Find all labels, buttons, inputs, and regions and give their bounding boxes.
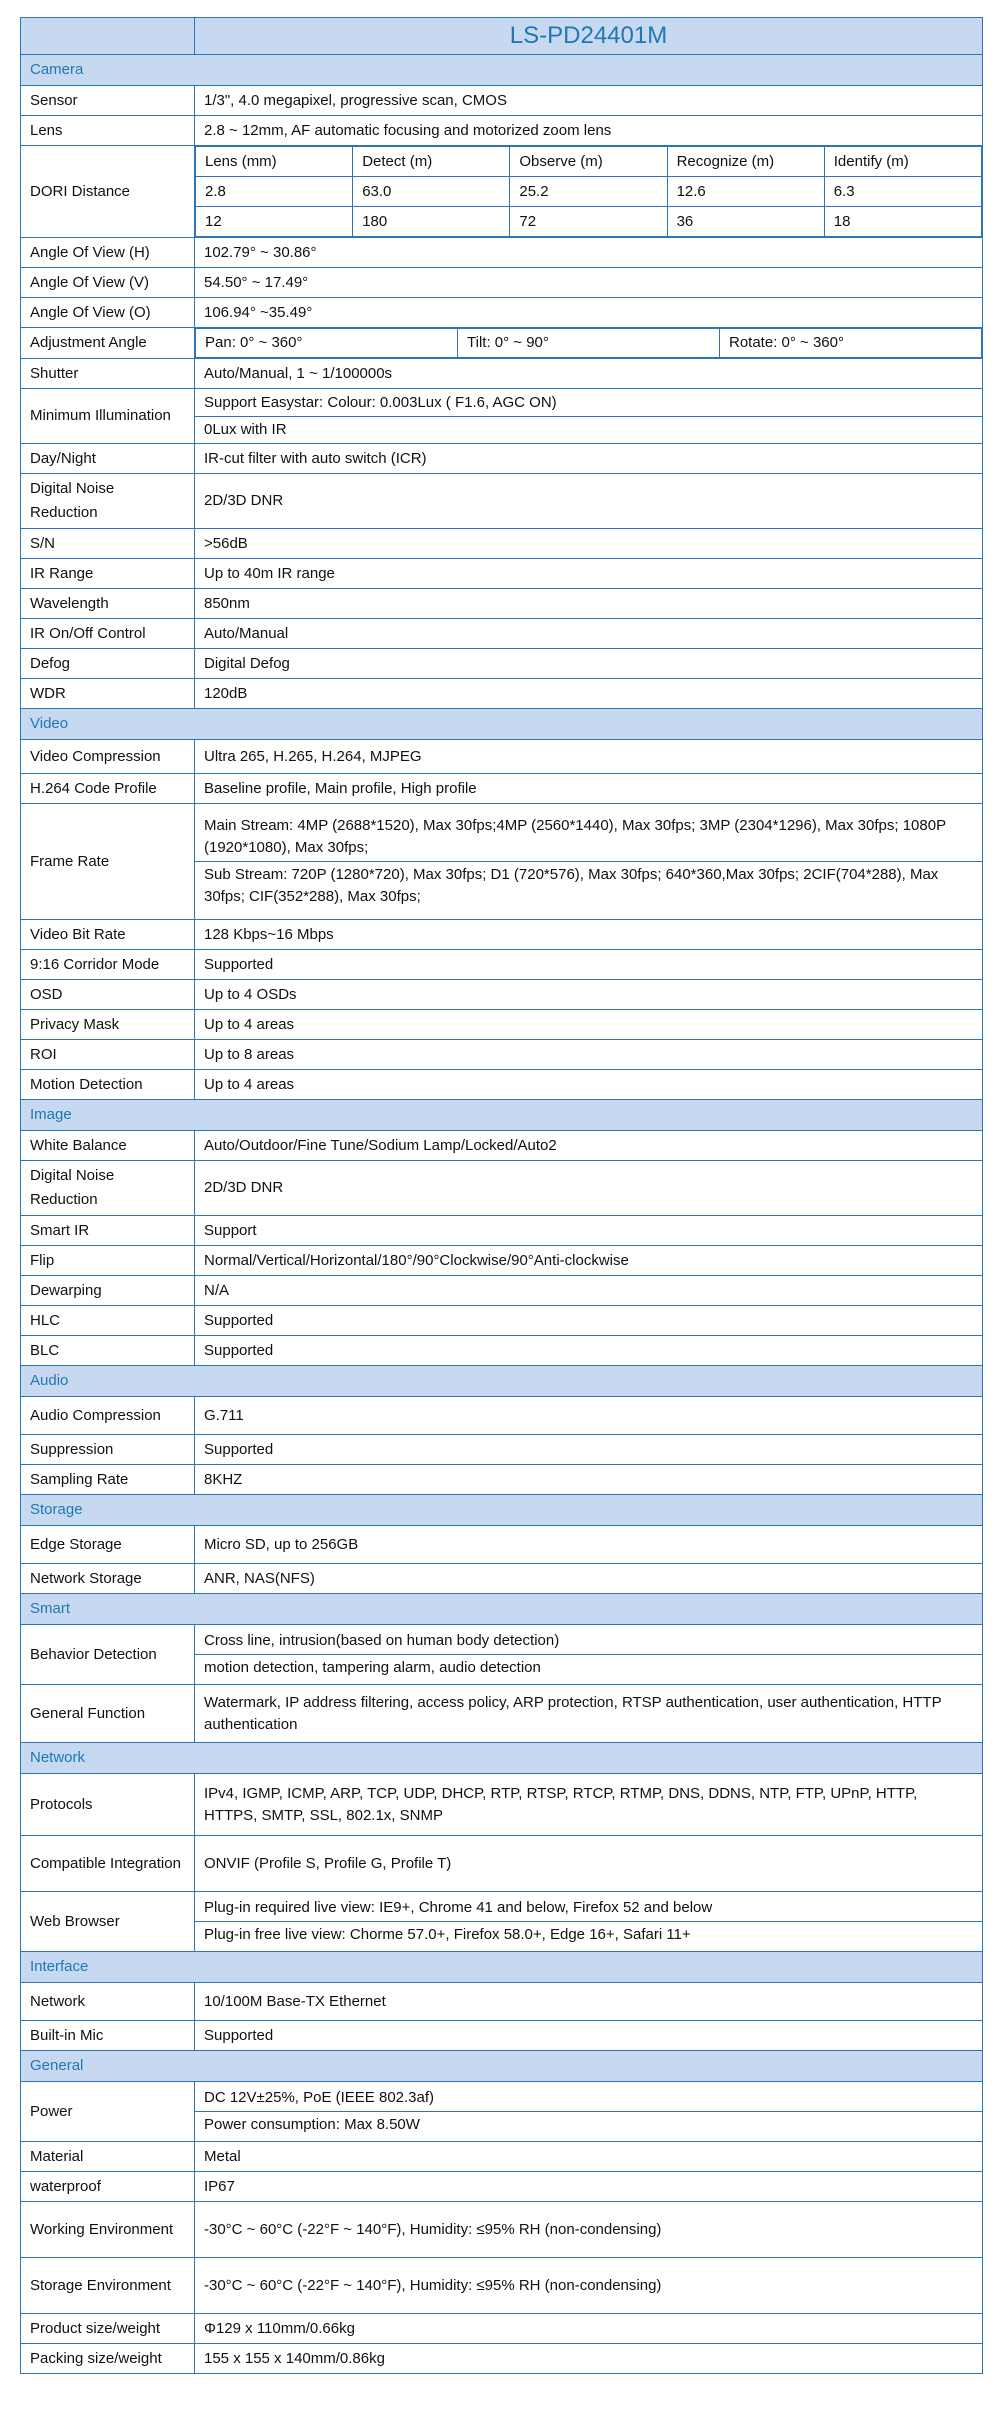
section-heading: Interface <box>21 1952 983 1983</box>
spec-row-hlc <box>21 1306 983 1336</box>
spec-value <box>195 559 983 589</box>
section-heading: Video <box>21 709 983 740</box>
spec-value <box>195 2258 983 2314</box>
spec-value <box>195 1774 983 1836</box>
spec-value-line: 2D/3D DNR <box>204 1179 284 1196</box>
section-heading: Network <box>21 1743 983 1774</box>
spec-label: Angle Of View (H) <box>21 238 195 268</box>
spec-value <box>195 86 983 116</box>
spec-value <box>195 474 983 529</box>
spec-row-9-16-corridor-mode <box>21 950 983 980</box>
spec-row-product-size-weight <box>21 2314 983 2344</box>
spec-row-white-balance <box>21 1131 983 1161</box>
spec-label: S/N <box>21 529 195 559</box>
spec-value-line: 128 Kbps~16 Mbps <box>204 925 334 943</box>
spec-label: Digital Noise Reduction <box>21 1161 195 1216</box>
spec-value <box>195 1276 983 1306</box>
spec-value-line: Up to 40m IR range <box>204 564 335 582</box>
spec-value <box>195 1465 983 1495</box>
spec-value <box>195 2344 983 2374</box>
spec-grid-row <box>196 147 982 177</box>
spec-value <box>195 1131 983 1161</box>
spec-value <box>195 2082 983 2142</box>
spec-value <box>195 389 983 444</box>
spec-grid-row <box>196 207 982 237</box>
spec-label: Angle Of View (O) <box>21 298 195 328</box>
spec-label: Defog <box>21 649 195 679</box>
spec-grid-cell: 72 <box>510 207 667 237</box>
section-row-video <box>21 709 983 740</box>
spec-row-angle-of-view-h <box>21 238 983 268</box>
spec-value <box>195 950 983 980</box>
spec-row-h-264-code-profile <box>21 774 983 804</box>
spec-label: Lens <box>21 116 195 146</box>
spec-value-line: 1/3", 4.0 megapixel, progressive scan, CMOS <box>204 91 507 109</box>
spec-value <box>195 740 983 774</box>
spec-value-line: ANR, NAS(NFS) <box>204 1569 315 1587</box>
spec-label: Protocols <box>21 1774 195 1836</box>
spec-value <box>195 1161 983 1216</box>
section-heading: Image <box>21 1100 983 1131</box>
model-title: LS-PD24401M <box>195 18 983 55</box>
spec-value-line: G.711 <box>204 1406 244 1424</box>
spec-value <box>195 2202 983 2258</box>
spec-label: H.264 Code Profile <box>21 774 195 804</box>
spec-value <box>195 1397 983 1435</box>
spec-label: WDR <box>21 679 195 709</box>
spec-value-line: Micro SD, up to 256GB <box>204 1535 359 1553</box>
spec-value <box>195 2142 983 2172</box>
spec-row-blc <box>21 1336 983 1366</box>
spec-value-line: Support <box>204 1221 257 1239</box>
section-row-audio <box>21 1366 983 1397</box>
spec-value-line: Plug-in free live view: Chorme 57.0+, Firefox 58.0+, Edge 16+, Safari 11+ <box>195 1921 982 1948</box>
spec-value-line: 54.50° ~ 17.49° <box>204 273 309 291</box>
spec-label: Network <box>21 1983 195 2021</box>
spec-value <box>195 1564 983 1594</box>
spec-value <box>195 529 983 559</box>
spec-value-line: Cross line, intrusion(based on human body detection) <box>204 1632 560 1649</box>
spec-value-line: Support Easystar: Colour: 0.003Lux ( F1.6, AGC ON) <box>204 393 557 411</box>
section-row-image <box>21 1100 983 1131</box>
spec-row-compatible-integration <box>21 1836 983 1892</box>
spec-value-line: 8KHZ <box>204 1470 243 1488</box>
spec-row-dewarping <box>21 1276 983 1306</box>
spec-value-line: IP67 <box>204 2177 235 2195</box>
spec-value-line: DC 12V±25%, PoE (IEEE 802.3af) <box>204 2089 435 2106</box>
section-row-interface <box>21 1952 983 1983</box>
spec-value-line: IPv4, IGMP, ICMP, ARP, TCP, UDP, DHCP, RTP, RTSP, RTCP, RTMP, DNS, DDNS, NTP, FTP, UPnP, HTTP, HTTPS, SMTP, SSL, 802.1x, SNMP <box>204 1784 918 1824</box>
spec-value-line: 850nm <box>204 594 250 612</box>
spec-label: Video Bit Rate <box>21 920 195 950</box>
spec-row-ir-range <box>21 559 983 589</box>
section-heading: General <box>21 2051 983 2082</box>
spec-row-adjustment-angle <box>21 328 983 359</box>
spec-row-web-browser <box>21 1892 983 1952</box>
spec-row-network-storage <box>21 1564 983 1594</box>
spec-value-line: Main Stream: 4MP (2688*1520), Max 30fps;4MP (2560*1440), Max 30fps; 3MP (2304*1296), Max 30fps; 1080P (1920*1080), Max 30fps; <box>204 817 946 856</box>
spec-value-line: >56dB <box>204 534 248 552</box>
spec-label: Suppression <box>21 1435 195 1465</box>
spec-value-line: -30°C ~ 60°C (-22°F ~ 140°F), Humidity: ≤95% RH (non-condensing) <box>204 2220 662 2238</box>
spec-label: Smart IR <box>21 1216 195 1246</box>
spec-row-digital-noise-reduction <box>21 474 983 529</box>
spec-label: Frame Rate <box>21 804 195 920</box>
spec-row-ir-on-off-control <box>21 619 983 649</box>
spec-grid-cell: 36 <box>667 207 824 237</box>
spec-row-power <box>21 2082 983 2142</box>
spec-label: White Balance <box>21 1131 195 1161</box>
spec-grid-cell: Pan: 0° ~ 360° <box>196 329 458 358</box>
spec-row-video-bit-rate <box>21 920 983 950</box>
spec-label: BLC <box>21 1336 195 1366</box>
spec-label: Power <box>21 2082 195 2142</box>
spec-value <box>195 238 983 268</box>
spec-row-frame-rate <box>21 804 983 920</box>
section-heading: Camera <box>21 55 983 86</box>
spec-value-line: Auto/Manual, 1 ~ 1/100000s <box>204 364 393 382</box>
spec-row-s-n <box>21 529 983 559</box>
spec-value-line: 120dB <box>204 684 248 702</box>
spec-value <box>195 1336 983 1366</box>
spec-table <box>20 17 983 2374</box>
spec-row-angle-of-view-v <box>21 268 983 298</box>
spec-label: ROI <box>21 1040 195 1070</box>
spec-value-line: Up to 4 OSDs <box>204 985 297 1003</box>
spec-value <box>195 1070 983 1100</box>
spec-row-waterproof <box>21 2172 983 2202</box>
spec-row-privacy-mask <box>21 1010 983 1040</box>
spec-label: Sensor <box>21 86 195 116</box>
spec-label: Web Browser <box>21 1892 195 1952</box>
spec-row-working-environment <box>21 2202 983 2258</box>
spec-value-line: Power consumption: Max 8.50W <box>195 2111 982 2138</box>
spec-label: Wavelength <box>21 589 195 619</box>
spec-value <box>195 359 983 389</box>
spec-value <box>195 1983 983 2021</box>
spec-row-audio-compression <box>21 1397 983 1435</box>
spec-value-line: Up to 4 areas <box>204 1015 295 1033</box>
spec-label: Sampling Rate <box>21 1465 195 1495</box>
spec-row-lens <box>21 116 983 146</box>
section-row-smart <box>21 1594 983 1625</box>
spec-grid-cell: 12 <box>196 207 353 237</box>
title-row <box>21 18 983 55</box>
spec-value <box>195 1685 983 1743</box>
spec-label: Shutter <box>21 359 195 389</box>
spec-value-line: -30°C ~ 60°C (-22°F ~ 140°F), Humidity: ≤95% RH (non-condensing) <box>204 2276 662 2294</box>
spec-value-line: 155 x 155 x 140mm/0.86kg <box>204 2349 385 2367</box>
spec-label: General Function <box>21 1685 195 1743</box>
spec-label: HLC <box>21 1306 195 1336</box>
spec-value-line: Up to 4 areas <box>204 1075 295 1093</box>
spec-value-line: Plug-in required live view: IE9+, Chrome 41 and below, Firefox 52 and below <box>204 1899 713 1916</box>
spec-value-line: Auto/Manual <box>204 624 289 642</box>
spec-value-line: IR-cut filter with auto switch (ICR) <box>204 449 427 467</box>
spec-value-line: 106.94° ~35.49° <box>204 303 313 321</box>
spec-label: Built-in Mic <box>21 2021 195 2051</box>
spec-table-body <box>21 18 983 2374</box>
spec-row-general-function <box>21 1685 983 1743</box>
spec-label: OSD <box>21 980 195 1010</box>
spec-value <box>195 328 983 359</box>
spec-grid-cell: 6.3 <box>824 177 981 207</box>
spec-row-smart-ir <box>21 1216 983 1246</box>
spec-label: waterproof <box>21 2172 195 2202</box>
spec-value <box>195 804 983 920</box>
spec-value-line: Sub Stream: 720P (1280*720), Max 30fps; D1 (720*576), Max 30fps; 640*360,Max 30fps; 2CIF(704*288), Max 30fps; CIF(352*288), Max 30fps; <box>195 861 982 910</box>
spec-value <box>195 298 983 328</box>
spec-row-suppression <box>21 1435 983 1465</box>
spec-label: 9:16 Corridor Mode <box>21 950 195 980</box>
spec-row-wavelength <box>21 589 983 619</box>
spec-grid-cell: Lens (mm) <box>196 147 353 177</box>
title-spacer <box>21 18 195 55</box>
spec-row-protocols <box>21 1774 983 1836</box>
spec-grid-cell: 63.0 <box>353 177 510 207</box>
spec-value-line: Auto/Outdoor/Fine Tune/Sodium Lamp/Locked/Auto2 <box>204 1136 557 1154</box>
spec-grid <box>195 146 982 237</box>
spec-row-angle-of-view-o <box>21 298 983 328</box>
spec-value-line: Baseline profile, Main profile, High profile <box>204 779 477 797</box>
spec-row-storage-environment <box>21 2258 983 2314</box>
spec-row-packing-size-weight <box>21 2344 983 2374</box>
spec-row-sampling-rate <box>21 1465 983 1495</box>
spec-row-digital-noise-reduction <box>21 1161 983 1216</box>
spec-label: Video Compression <box>21 740 195 774</box>
spec-value <box>195 1435 983 1465</box>
spec-value-line: Supported <box>204 2026 274 2044</box>
spec-value <box>195 2172 983 2202</box>
spec-value-line: Up to 8 areas <box>204 1045 295 1063</box>
spec-label: Flip <box>21 1246 195 1276</box>
section-row-storage <box>21 1495 983 1526</box>
spec-row-motion-detection <box>21 1070 983 1100</box>
spec-value-line: motion detection, tampering alarm, audio detection <box>195 1654 982 1681</box>
spec-value <box>195 268 983 298</box>
spec-grid-cell: Tilt: 0° ~ 90° <box>458 329 720 358</box>
spec-row-minimum-illumination <box>21 389 983 444</box>
spec-row-roi <box>21 1040 983 1070</box>
section-heading: Audio <box>21 1366 983 1397</box>
spec-row-defog <box>21 649 983 679</box>
spec-row-dori-distance <box>21 146 983 238</box>
spec-grid-cell: Observe (m) <box>510 147 667 177</box>
spec-value <box>195 589 983 619</box>
spec-label: Digital Noise Reduction <box>21 474 195 529</box>
spec-row-flip <box>21 1246 983 1276</box>
section-row-camera <box>21 55 983 86</box>
spec-label: Storage Environment <box>21 2258 195 2314</box>
spec-value <box>195 980 983 1010</box>
spec-row-network <box>21 1983 983 2021</box>
spec-label: Working Environment <box>21 2202 195 2258</box>
spec-row-video-compression <box>21 740 983 774</box>
spec-value <box>195 1040 983 1070</box>
spec-label: Behavior Detection <box>21 1625 195 1685</box>
spec-row-osd <box>21 980 983 1010</box>
spec-value <box>195 1216 983 1246</box>
spec-label: Dewarping <box>21 1276 195 1306</box>
spec-value <box>195 649 983 679</box>
spec-label: Privacy Mask <box>21 1010 195 1040</box>
spec-value-line: Φ129 x 110mm/0.66kg <box>204 2319 355 2337</box>
spec-value <box>195 146 983 238</box>
spec-value <box>195 1892 983 1952</box>
spec-row-material <box>21 2142 983 2172</box>
spec-value-line: Metal <box>204 2147 241 2165</box>
spec-label: Edge Storage <box>21 1526 195 1564</box>
spec-row-shutter <box>21 359 983 389</box>
spec-label: Adjustment Angle <box>21 328 195 359</box>
spec-value <box>195 1306 983 1336</box>
spec-value-line: 102.79° ~ 30.86° <box>204 243 317 261</box>
spec-grid-cell: 25.2 <box>510 177 667 207</box>
spec-value <box>195 2021 983 2051</box>
spec-row-behavior-detection <box>21 1625 983 1685</box>
spec-label: Network Storage <box>21 1564 195 1594</box>
spec-value-line: Supported <box>204 1341 274 1359</box>
spec-grid-cell: 18 <box>824 207 981 237</box>
spec-label: Angle Of View (V) <box>21 268 195 298</box>
spec-value <box>195 679 983 709</box>
spec-value-line: Supported <box>204 1311 274 1329</box>
spec-row-edge-storage <box>21 1526 983 1564</box>
spec-grid-cell: 2.8 <box>196 177 353 207</box>
spec-value <box>195 1625 983 1685</box>
spec-label: Audio Compression <box>21 1397 195 1435</box>
spec-row-wdr <box>21 679 983 709</box>
spec-value <box>195 774 983 804</box>
spec-value-line: ONVIF (Profile S, Profile G, Profile T) <box>204 1854 452 1872</box>
spec-grid-cell: Recognize (m) <box>667 147 824 177</box>
spec-value <box>195 1526 983 1564</box>
spec-grid-row <box>196 329 982 358</box>
spec-label: Compatible Integration <box>21 1836 195 1892</box>
spec-row-day-night <box>21 444 983 474</box>
spec-value <box>195 920 983 950</box>
spec-value-line: Supported <box>204 1440 274 1458</box>
spec-value-line: 0Lux with IR <box>195 416 982 443</box>
spec-label: IR On/Off Control <box>21 619 195 649</box>
spec-label: Product size/weight <box>21 2314 195 2344</box>
spec-grid-cell: 12.6 <box>667 177 824 207</box>
spec-value-line: 2D/3D DNR <box>204 492 284 509</box>
spec-label: DORI Distance <box>21 146 195 238</box>
spec-value-line: Watermark, IP address filtering, access policy, ARP protection, RTSP authentication, user authentication, HTTP authentication <box>204 1693 942 1733</box>
spec-row-built-in-mic <box>21 2021 983 2051</box>
spec-label: IR Range <box>21 559 195 589</box>
section-row-network <box>21 1743 983 1774</box>
spec-value <box>195 619 983 649</box>
spec-value-line: 10/100M Base-TX Ethernet <box>204 1992 386 2010</box>
spec-label: Motion Detection <box>21 1070 195 1100</box>
section-heading: Storage <box>21 1495 983 1526</box>
spec-label: Material <box>21 2142 195 2172</box>
spec-label: Minimum Illumination <box>21 389 195 444</box>
section-heading: Smart <box>21 1594 983 1625</box>
spec-grid-cell: Detect (m) <box>353 147 510 177</box>
spec-grid-cell: 180 <box>353 207 510 237</box>
spec-grid-row <box>196 177 982 207</box>
spec-value-line: 2.8 ~ 12mm, AF automatic focusing and motorized zoom lens <box>204 121 612 139</box>
spec-value <box>195 1010 983 1040</box>
spec-label: Packing size/weight <box>21 2344 195 2374</box>
spec-value <box>195 116 983 146</box>
spec-row-sensor <box>21 86 983 116</box>
section-row-general <box>21 2051 983 2082</box>
spec-value-line: Normal/Vertical/Horizontal/180°/90°Clockwise/90°Anti-clockwise <box>204 1251 629 1269</box>
spec-value-line: N/A <box>204 1281 230 1299</box>
spec-value <box>195 444 983 474</box>
spec-value <box>195 1246 983 1276</box>
spec-value <box>195 1836 983 1892</box>
spec-value-line: Supported <box>204 955 274 973</box>
spec-label: Day/Night <box>21 444 195 474</box>
spec-value <box>195 2314 983 2344</box>
spec-grid <box>195 328 982 358</box>
spec-value-line: Digital Defog <box>204 654 290 672</box>
spec-grid-cell: Identify (m) <box>824 147 981 177</box>
spec-value-line: Ultra 265, H.265, H.264, MJPEG <box>204 747 422 765</box>
spec-grid-cell: Rotate: 0° ~ 360° <box>720 329 982 358</box>
